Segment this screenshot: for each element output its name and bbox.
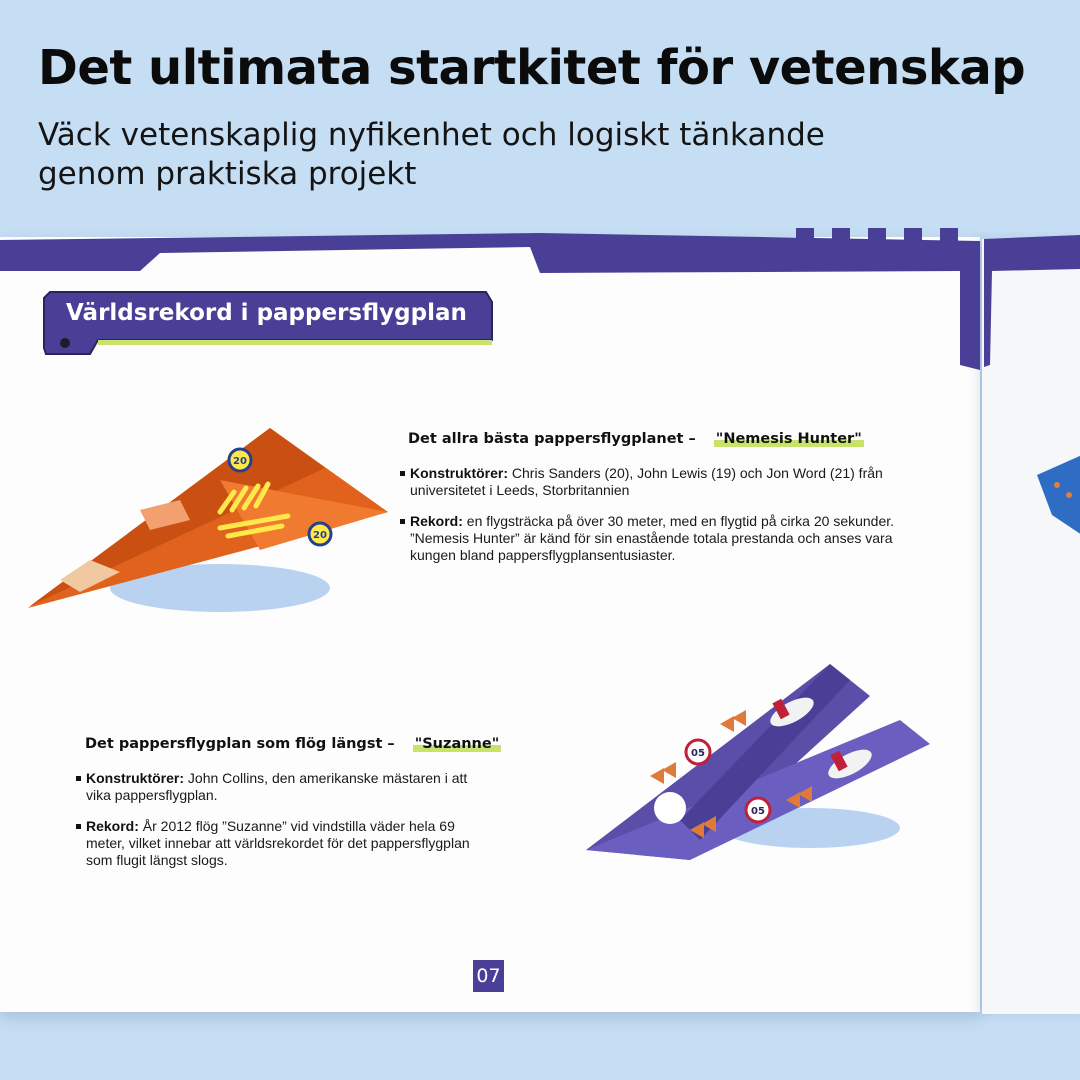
record2-designers-text: John Collins, den amerikanske mästaren i att vika pappersflygplan.	[86, 770, 468, 803]
record1-designers	[400, 465, 900, 499]
section-tag	[40, 288, 496, 360]
record-nemesis-hunter	[400, 431, 900, 564]
record-suzanne	[76, 736, 500, 869]
section-title: Världsrekord i pappersflygplan	[66, 300, 467, 326]
purple-paper-plane-illustration	[580, 660, 940, 870]
record2-designers	[76, 770, 476, 804]
record1-heading	[408, 431, 900, 447]
purple-plane-number-left: 05	[691, 748, 705, 759]
tag-dot-icon	[60, 338, 70, 348]
orange-paper-plane-illustration	[20, 420, 400, 620]
record1-plane-name: "Nemesis Hunter"	[715, 431, 862, 447]
record2-title-prefix: Det pappersflygplan som flög längst –	[85, 736, 395, 752]
record1-record-key: Rekord:	[410, 513, 463, 529]
record2-plane-name: "Suzanne"	[414, 736, 500, 752]
right-page-board-illustration	[982, 425, 1080, 585]
record1-title-prefix: Det allra bästa pappersflygplanet –	[408, 431, 696, 447]
record2-record-key: Rekord:	[86, 818, 139, 834]
record1-record-text: en flygsträcka på över 30 meter, med en flygtid på cirka 20 sekunder. ”Nemesis Hunter” är känd för sin enastående totala prestanda och anses vara kungen bland pappersflygplansentusiaster.	[410, 513, 895, 563]
orange-plane-number-bottom: 20	[313, 530, 327, 541]
bullet-icon	[400, 519, 405, 524]
bullet-icon	[76, 776, 81, 781]
headline: Det ultimata startkitet för vetenskap	[38, 40, 1026, 96]
bullet-icon	[76, 824, 81, 829]
record2-record-text: År 2012 flög ”Suzanne” vid vindstilla väder hela 69 meter, vilket innebar att världsrekordet för det pappersflygplan som flugit längst slogs.	[86, 818, 470, 868]
bullet-icon	[400, 471, 405, 476]
record1-designers-key: Konstruktörer:	[410, 465, 509, 481]
record2-heading	[85, 736, 500, 752]
orange-plane-number-top: 20	[233, 456, 247, 467]
record2-record	[76, 818, 476, 869]
purple-plane-number-right: 05	[751, 806, 765, 817]
record1-designers-text: Chris Sanders (20), John Lewis (19) och Jon Word (21) från universitetet i Leeds, Storbritannien	[410, 465, 883, 498]
record1-record	[400, 513, 900, 564]
record2-designers-key: Konstruktörer:	[86, 770, 185, 786]
subheadline: Väck vetenskaplig nyfikenhet och logiskt tänkande genom praktiska projekt	[38, 117, 825, 192]
page-number: 07	[473, 960, 504, 992]
